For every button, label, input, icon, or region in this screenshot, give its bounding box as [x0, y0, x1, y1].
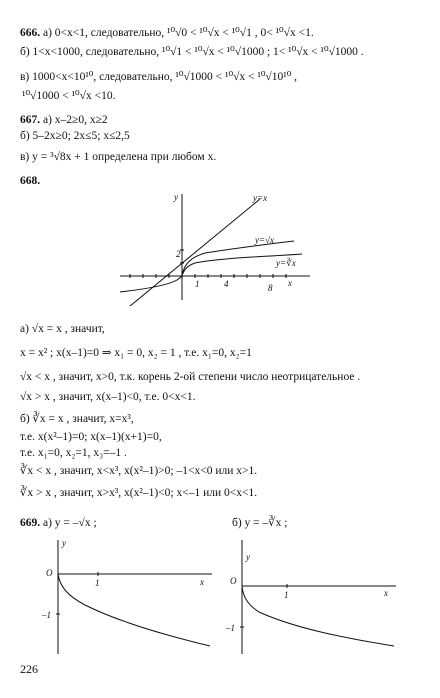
problem-668-b3: т.е. x₁=0, x₂=1, x₃=–1 . [20, 447, 127, 459]
text-line: а) 0<x<1, следовательно, ¹⁰√0 < ¹⁰√x < ¹⁰√1 , 0< ¹⁰√x <1. [43, 27, 314, 39]
graph-sqrt-label: y=√x [255, 235, 275, 245]
problem-668-b1: б) ∛x = x , значит, x=x³, [20, 413, 134, 425]
curve-y-eq-x [124, 199, 260, 306]
page-number: 226 [20, 662, 38, 676]
graph-tick-8: 8 [268, 283, 273, 293]
graph-b-tick-m1: –1 [226, 623, 235, 633]
graph-x-label: x [288, 278, 292, 288]
curve-neg-sqrt [58, 574, 210, 646]
graph-669-a [40, 532, 220, 657]
problem-667-a [20, 113, 108, 127]
graph-tick-4: 4 [224, 279, 229, 289]
graph-b-x-label: x [384, 588, 388, 598]
curve-cbrt [120, 254, 302, 292]
graph-y-label: y [174, 192, 178, 202]
problem-668-a4: √x > x , значит, x(x–1)<0, т.е. 0<x<1. [20, 391, 196, 403]
problem-number: 669. [20, 517, 41, 529]
curve-neg-cbrt [242, 586, 394, 646]
problem-number: 667. [20, 114, 41, 126]
text-line: а) x–2≥0, x≥2 [43, 114, 108, 126]
problem-668-b2: т.е. x(x²–1)=0; x(x–1)(x+1)=0, [20, 431, 162, 443]
problem-668-b5: ∛x > x , значит, x>x³, x(x²–1)<0; x<–1 или 0<x<1. [20, 487, 258, 499]
problem-667-c: в) y = ³√8x + 1 определена при любом x. [20, 151, 217, 163]
graph-669-b [224, 532, 404, 657]
graph-a-y-label: y [62, 538, 66, 548]
problem-666-c2: ¹⁰√1000 < ¹⁰√x <10. [22, 90, 116, 102]
problem-number: 666. [20, 27, 41, 39]
graph-cbrt-label: y=∛x [276, 258, 296, 268]
graph-a-tick-1: 1 [95, 578, 100, 588]
graph-a-tick-m1: –1 [42, 610, 51, 620]
problem-668-number: 668. [20, 175, 41, 187]
problem-668-b4: ∛x < x , значит, x<x³, x(x²–1)>0; –1<x<0 или x>1. [20, 465, 258, 477]
problem-669-b: б) y = –∛x ; [232, 517, 288, 529]
problem-668-a1: а) √x = x , значит, [20, 323, 105, 335]
graph-tick-1: 1 [195, 279, 200, 289]
problem-668-a3: √x < x , значит, x>0, т.к. корень 2-ой степени число неотрицательное . [20, 371, 361, 383]
problem-666-b: б) 1<x<1000, следовательно, ¹⁰√1 < ¹⁰√x < ¹⁰√1000 ; 1< ¹⁰√x < ¹⁰√1000 . [20, 46, 364, 58]
graph-tick-2: 2 [176, 249, 181, 259]
problem-667-b: б) 5–2x≥0; 2x≤5; x≤2,5 [20, 130, 130, 142]
graph-b-tick-1: 1 [284, 590, 289, 600]
graph-668 [110, 188, 320, 306]
problem-668-a2: x = x² ; x(x–1)=0 ⇒ x₁ = 0, x₂ = 1 , т.е. x₁=0, x₂=1 [20, 347, 252, 359]
graph-b-origin: O [230, 576, 237, 586]
graph-a-x-label: x [200, 577, 204, 587]
text-line: а) y = –√x ; [43, 517, 97, 529]
problem-666-a [20, 26, 314, 40]
problem-669-a [20, 516, 97, 530]
problem-666-c1: в) 1000<x<10¹⁰, следовательно, ¹⁰√1000 < ¹⁰√x < ¹⁰√10¹⁰ , [20, 71, 298, 83]
graph-a-origin: O [46, 568, 53, 578]
graph-b-y-label: y [246, 552, 250, 562]
graph-line-label: y=x [253, 193, 268, 203]
